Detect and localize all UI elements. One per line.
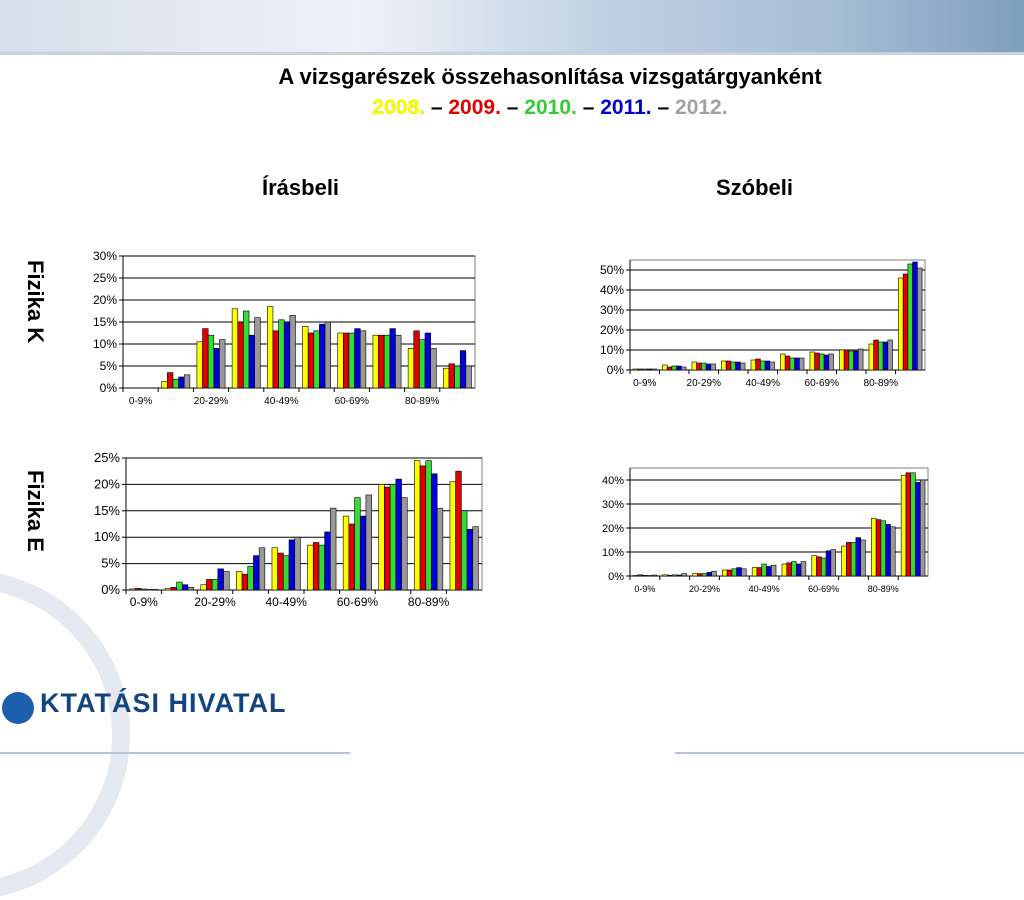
bar-2011-40-49% — [766, 566, 771, 576]
bar-2011-70-79% — [856, 538, 861, 576]
bar-2012-90-100% — [473, 527, 479, 590]
bar-2011-50-59% — [319, 324, 325, 388]
bar-2008-60-69% — [812, 556, 817, 576]
column-title-oral: Szóbeli — [716, 175, 793, 201]
bar-2008-20-29% — [197, 342, 203, 388]
bar-2010-10-19% — [672, 366, 677, 370]
bar-2010-30-39% — [731, 362, 736, 370]
bar-2009-70-79% — [846, 542, 851, 576]
x-tick-label: 80-89% — [405, 396, 440, 407]
bar-2012-40-49% — [771, 565, 776, 576]
bar-2008-90-100% — [450, 482, 456, 590]
bar-2009-0-9% — [638, 369, 643, 370]
bar-2012-20-29% — [711, 364, 716, 370]
bar-2011-0-9% — [147, 589, 153, 590]
x-tick-label: 40-49% — [746, 378, 781, 389]
bar-2009-80-89% — [414, 331, 420, 388]
bar-2011-30-39% — [253, 556, 259, 590]
bar-2012-50-59% — [801, 562, 806, 576]
x-tick-label: 0-9% — [634, 584, 655, 594]
x-tick-label: 60-69% — [335, 396, 370, 407]
bar-2012-30-39% — [255, 318, 261, 388]
bar-2008-10-19% — [165, 588, 171, 590]
bar-2011-30-39% — [737, 568, 742, 576]
header-divider — [0, 52, 1024, 55]
bar-2012-70-79% — [858, 349, 863, 370]
year-legend — [0, 96, 1024, 120]
bar-2012-90-100% — [917, 268, 922, 370]
bar-2011-80-89% — [886, 524, 891, 576]
bar-2010-90-100% — [908, 264, 913, 370]
bar-2008-90-100% — [901, 475, 906, 576]
x-tick-label: 0-9% — [129, 396, 152, 407]
bar-2010-50-59% — [314, 331, 320, 388]
y-tick-label: 25% — [94, 450, 120, 465]
bar-2011-80-89% — [425, 333, 431, 388]
bar-2011-50-59% — [325, 532, 331, 590]
bar-2009-10-19% — [668, 575, 673, 576]
bar-2010-20-29% — [212, 579, 218, 590]
bar-2011-10-19% — [677, 575, 682, 576]
year-sep: – — [431, 96, 443, 119]
y-tick-label: 20% — [94, 476, 120, 491]
bar-2008-40-49% — [752, 568, 757, 576]
bar-2009-50-59% — [308, 333, 314, 388]
y-tick-label: 20% — [602, 523, 624, 535]
bar-2012-0-9% — [652, 369, 657, 370]
bar-2012-80-89% — [888, 340, 893, 370]
bar-2009-40-49% — [756, 359, 761, 370]
bar-2011-20-29% — [706, 364, 711, 370]
bar-2012-40-49% — [295, 537, 301, 590]
bar-2009-80-89% — [420, 466, 426, 590]
year-2008: 2008. — [372, 96, 425, 119]
x-tick-label: 0-9% — [130, 595, 158, 609]
bar-2008-80-89% — [414, 461, 420, 590]
bar-2010-70-79% — [384, 335, 390, 388]
x-tick-label: 40-49% — [264, 396, 299, 407]
y-tick-label: 25% — [93, 271, 117, 285]
header-banner — [0, 0, 1024, 55]
bar-2011-40-49% — [289, 540, 295, 590]
bar-2010-80-89% — [878, 342, 883, 370]
bar-2012-70-79% — [861, 540, 866, 576]
bar-2010-90-100% — [455, 366, 461, 388]
bar-2010-30-39% — [248, 566, 254, 590]
x-tick-label: 60-69% — [337, 595, 379, 609]
x-tick-label: 60-69% — [805, 378, 840, 389]
chart-fizika-k-szobeli — [585, 255, 930, 395]
bar-2010-70-79% — [849, 351, 854, 370]
bar-2008-50-59% — [308, 545, 314, 590]
bar-2009-60-69% — [343, 333, 349, 388]
bar-2009-90-100% — [903, 274, 908, 370]
bar-2009-20-29% — [697, 363, 702, 370]
bar-2009-90-100% — [906, 473, 911, 576]
bar-2012-60-69% — [360, 331, 366, 388]
logo-circle-icon — [2, 692, 34, 724]
bar-2008-70-79% — [842, 546, 847, 576]
y-tick-label: 20% — [93, 293, 117, 307]
x-tick-label: 80-89% — [408, 595, 450, 609]
bar-2012-0-9% — [152, 589, 158, 590]
bar-2009-10-19% — [167, 373, 173, 388]
bar-2010-60-69% — [349, 333, 355, 388]
bottom-divider-left — [0, 752, 350, 754]
bar-2011-20-29% — [214, 348, 220, 388]
x-tick-label: 0-9% — [633, 378, 656, 389]
bar-2010-40-49% — [760, 361, 765, 370]
bar-2010-40-49% — [279, 320, 285, 388]
bar-2011-50-59% — [795, 358, 800, 370]
x-tick-label: 20-29% — [194, 396, 229, 407]
bar-2008-70-79% — [379, 484, 385, 590]
bar-2008-90-100% — [898, 278, 903, 370]
bar-2011-0-9% — [647, 369, 652, 370]
bar-2008-60-69% — [810, 352, 815, 370]
bar-2011-60-69% — [826, 551, 831, 576]
bar-2010-40-49% — [283, 556, 289, 590]
bar-2012-10-19% — [184, 375, 190, 388]
row-label-fizika-e: Fizika E — [22, 470, 48, 552]
bar-2008-30-39% — [721, 361, 726, 370]
bar-2009-40-49% — [273, 331, 279, 388]
y-tick-label: 30% — [602, 499, 624, 511]
y-tick-label: 10% — [600, 343, 624, 357]
bar-2011-70-79% — [854, 351, 859, 370]
bar-2010-80-89% — [881, 521, 886, 576]
bar-2012-20-29% — [219, 340, 225, 388]
bar-2012-50-59% — [799, 358, 804, 370]
bar-2009-10-19% — [171, 587, 177, 590]
bar-2008-60-69% — [338, 333, 344, 388]
bar-2008-30-39% — [236, 572, 242, 590]
bar-2011-10-19% — [677, 366, 682, 370]
y-tick-label: 50% — [600, 263, 624, 277]
bar-2012-50-59% — [325, 322, 331, 388]
bar-2009-30-39% — [238, 322, 244, 388]
bar-2011-80-89% — [883, 342, 888, 370]
decorative-arc — [0, 570, 130, 900]
bar-2012-30-39% — [259, 548, 265, 590]
x-tick-label: 80-89% — [868, 584, 899, 594]
bar-2011-70-79% — [396, 479, 402, 590]
bar-2012-70-79% — [395, 335, 401, 388]
bar-2008-30-39% — [722, 570, 727, 576]
bar-2008-80-89% — [408, 348, 414, 388]
bar-2009-90-100% — [456, 471, 462, 590]
chart-fizika-e-szobeli — [590, 463, 935, 598]
y-tick-label: 40% — [602, 475, 624, 487]
bar-2011-20-29% — [218, 569, 224, 590]
bottom-divider-right — [675, 752, 1024, 754]
bar-2011-40-49% — [765, 361, 770, 370]
y-tick-label: 0% — [101, 582, 120, 597]
bar-2009-80-89% — [874, 340, 879, 370]
bar-2010-10-19% — [173, 379, 179, 388]
x-tick-label: 20-29% — [194, 595, 236, 609]
bar-2008-70-79% — [839, 350, 844, 370]
bar-2011-60-69% — [360, 516, 366, 590]
bar-2009-60-69% — [349, 524, 355, 590]
y-tick-label: 30% — [93, 249, 117, 263]
bar-2010-80-89% — [426, 461, 432, 590]
bar-2008-0-9% — [633, 369, 638, 370]
y-tick-label: 5% — [101, 556, 120, 571]
bar-2010-50-59% — [792, 562, 797, 576]
bar-2012-60-69% — [829, 354, 834, 370]
bar-2009-30-39% — [242, 574, 248, 590]
bar-2010-90-100% — [461, 511, 467, 590]
bar-2010-60-69% — [821, 558, 826, 576]
bar-2012-80-89% — [890, 527, 895, 576]
bar-2010-30-39% — [732, 569, 737, 576]
bar-2008-90-100% — [443, 368, 449, 388]
y-tick-label: 20% — [600, 323, 624, 337]
bar-2008-20-29% — [693, 574, 698, 576]
x-tick-label: 40-49% — [266, 595, 308, 609]
y-tick-label: 15% — [93, 315, 117, 329]
bar-2008-40-49% — [272, 548, 278, 590]
bar-2011-40-49% — [284, 322, 290, 388]
bar-2010-60-69% — [819, 354, 824, 370]
bar-2008-40-49% — [751, 360, 756, 370]
x-tick-label: 40-49% — [749, 584, 780, 594]
bar-2008-70-79% — [373, 335, 379, 388]
bar-2008-50-59% — [782, 564, 787, 576]
bar-2009-70-79% — [379, 335, 385, 388]
y-tick-label: 10% — [94, 529, 120, 544]
bar-2011-90-100% — [913, 262, 918, 370]
bar-2012-0-9% — [652, 575, 657, 576]
logo-text: KTATÁSI HIVATAL — [40, 688, 286, 719]
bar-2009-40-49% — [278, 553, 284, 590]
bar-2009-20-29% — [697, 574, 702, 576]
bar-2008-30-39% — [232, 309, 238, 388]
y-tick-label: 5% — [100, 359, 118, 373]
page-title: A vizsgarészek összehasonlítása vizsgatárgyanként — [0, 64, 1024, 90]
bar-2010-0-9% — [642, 369, 647, 370]
bar-2011-90-100% — [915, 482, 920, 576]
bar-2010-90-100% — [911, 473, 916, 576]
bar-2012-10-19% — [681, 367, 686, 370]
bar-2011-50-59% — [796, 564, 801, 576]
bar-2008-60-69% — [343, 516, 349, 590]
bar-2011-60-69% — [355, 329, 361, 388]
bar-2012-50-59% — [330, 508, 336, 590]
bar-2011-30-39% — [736, 362, 741, 370]
column-title-written: Írásbeli — [262, 175, 339, 201]
bar-2009-40-49% — [757, 568, 762, 576]
bar-2011-10-19% — [182, 585, 188, 590]
y-tick-label: 0% — [608, 571, 624, 583]
bar-2012-30-39% — [741, 569, 746, 576]
row-label-fizika-k: Fizika K — [22, 260, 48, 343]
x-tick-label: 60-69% — [808, 584, 839, 594]
bar-2011-90-100% — [467, 529, 473, 590]
bar-2009-20-29% — [206, 579, 212, 590]
bar-2009-60-69% — [817, 557, 822, 576]
bar-2010-50-59% — [790, 358, 795, 370]
bar-2009-0-9% — [638, 575, 643, 576]
bar-2011-10-19% — [179, 377, 185, 388]
bar-2012-30-39% — [740, 363, 745, 370]
bar-2012-60-69% — [831, 550, 836, 576]
bar-2009-30-39% — [726, 361, 731, 370]
bar-2009-80-89% — [876, 520, 881, 576]
bar-2009-0-9% — [135, 588, 141, 590]
x-tick-label: 80-89% — [864, 378, 899, 389]
bar-2009-90-100% — [449, 364, 455, 388]
bar-2010-10-19% — [672, 575, 677, 576]
bar-2008-50-59% — [303, 326, 309, 388]
bar-2012-80-89% — [437, 508, 443, 590]
bar-2012-20-29% — [224, 572, 230, 590]
y-tick-label: 10% — [602, 547, 624, 559]
x-tick-label: 20-29% — [687, 378, 722, 389]
bar-2009-20-29% — [203, 329, 209, 388]
bar-2011-70-79% — [390, 329, 396, 388]
x-tick-label: 20-29% — [689, 584, 720, 594]
bar-2008-10-19% — [663, 575, 668, 576]
bar-2011-90-100% — [460, 351, 466, 388]
bar-2008-10-19% — [162, 381, 168, 388]
bar-2008-40-49% — [267, 307, 273, 388]
bar-2009-50-59% — [313, 542, 319, 590]
chart-fizika-k-irasbeli — [85, 248, 485, 413]
bar-2008-0-9% — [130, 589, 136, 590]
year-2010: 2010. — [524, 96, 577, 119]
year-sep: – — [583, 96, 595, 119]
bar-2009-30-39% — [727, 570, 732, 576]
bar-2009-70-79% — [844, 350, 849, 370]
y-tick-label: 15% — [94, 503, 120, 518]
bar-2011-20-29% — [707, 572, 712, 576]
bar-2012-90-100% — [466, 366, 472, 388]
bar-2008-50-59% — [780, 354, 785, 370]
bar-2010-70-79% — [390, 484, 396, 590]
bar-2011-60-69% — [824, 355, 829, 370]
chart-fizika-e-irasbeli — [80, 450, 490, 615]
bar-2010-0-9% — [141, 589, 147, 590]
bar-2012-80-89% — [431, 348, 437, 388]
year-2009: 2009. — [448, 96, 501, 119]
bar-2010-20-29% — [702, 574, 707, 576]
y-tick-label: 30% — [600, 303, 624, 317]
bar-2010-10-19% — [177, 582, 183, 590]
bar-2010-20-29% — [208, 335, 214, 388]
bar-2010-70-79% — [851, 542, 856, 576]
bar-2012-10-19% — [188, 587, 194, 590]
year-2011: 2011. — [600, 96, 651, 119]
bar-2010-80-89% — [419, 340, 425, 388]
bar-2009-50-59% — [785, 356, 790, 370]
bar-2008-20-29% — [201, 585, 207, 590]
y-tick-label: 10% — [93, 337, 117, 351]
bar-2012-20-29% — [712, 571, 717, 576]
bar-2010-60-69% — [355, 498, 361, 590]
bar-2011-80-89% — [431, 474, 437, 590]
bar-2010-50-59% — [319, 545, 325, 590]
year-2012: 2012. — [675, 96, 728, 119]
y-tick-label: 0% — [607, 363, 625, 377]
bar-2008-80-89% — [869, 344, 874, 370]
bar-2012-10-19% — [682, 574, 687, 576]
bar-2010-20-29% — [701, 363, 706, 370]
bar-2010-40-49% — [762, 564, 767, 576]
bar-2012-70-79% — [402, 498, 408, 590]
bar-2009-10-19% — [667, 367, 672, 370]
bar-2012-40-49% — [770, 362, 775, 370]
bar-2012-60-69% — [366, 495, 372, 590]
bar-2008-80-89% — [871, 518, 876, 576]
bar-2010-30-39% — [243, 311, 249, 388]
year-sep: – — [657, 96, 669, 119]
bar-2012-90-100% — [920, 480, 925, 576]
bar-2010-0-9% — [643, 575, 648, 576]
bar-2008-20-29% — [692, 362, 697, 370]
year-sep: – — [507, 96, 519, 119]
bar-2009-50-59% — [787, 563, 792, 576]
bar-2011-30-39% — [249, 335, 255, 388]
bar-2009-70-79% — [384, 487, 390, 590]
y-tick-label: 0% — [100, 381, 118, 395]
bar-2008-10-19% — [662, 365, 667, 370]
bar-2009-60-69% — [815, 353, 820, 370]
y-tick-label: 40% — [600, 283, 624, 297]
bar-2012-40-49% — [290, 315, 296, 388]
